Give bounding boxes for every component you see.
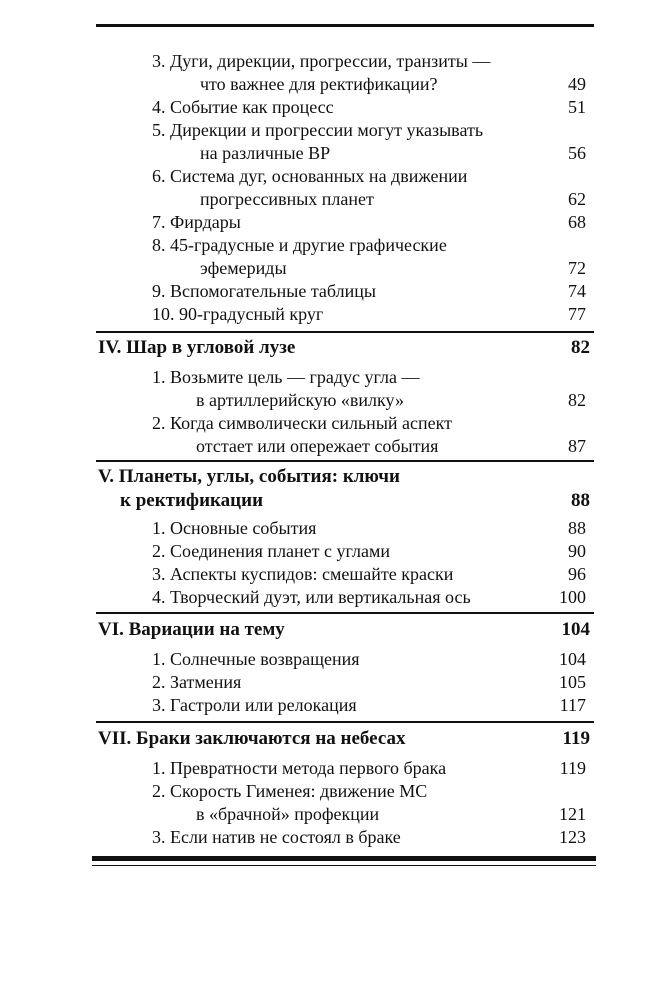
toc-entry-text: эфемериды xyxy=(200,258,287,278)
chapter-title: VI. Вариации на тему xyxy=(98,619,285,640)
toc-entry xyxy=(96,539,594,563)
toc-entry xyxy=(96,693,594,717)
toc-page-number: 77 xyxy=(568,304,586,324)
toc-page-number: 82 xyxy=(568,390,586,410)
toc-page-number: 105 xyxy=(559,672,586,692)
bottom-rule-thin xyxy=(92,865,596,866)
toc-entry xyxy=(96,279,594,303)
toc-entry xyxy=(96,233,594,257)
section-divider xyxy=(96,460,594,462)
section-divider xyxy=(96,721,594,723)
toc-entry xyxy=(96,72,594,96)
toc-page-number: 119 xyxy=(559,758,586,778)
chapter-title: к ректификации xyxy=(120,490,264,511)
toc-entry-text: 4. Событие как процесс xyxy=(152,97,334,117)
toc-page-number: 49 xyxy=(568,74,586,94)
toc-entry-text: 3. Аспекты куспидов: смешайте краски xyxy=(152,564,454,584)
toc-entry xyxy=(96,164,594,188)
toc-entry-text: 1. Превратности метода первого брака xyxy=(152,758,447,778)
toc-entry xyxy=(96,302,594,326)
bottom-rule xyxy=(92,856,596,861)
toc-entry xyxy=(96,516,594,540)
toc-page-number: 117 xyxy=(559,695,586,715)
toc-entry xyxy=(96,95,594,119)
toc-entry-text: на различные ВР xyxy=(200,143,331,163)
toc-entry xyxy=(96,434,594,458)
toc-entry-text: в «брачной» профекции xyxy=(196,804,380,824)
toc-entry-text: 3. Если натив не состоял в браке xyxy=(152,827,401,847)
chapter-heading xyxy=(96,489,594,513)
toc-page-number: 56 xyxy=(568,143,586,163)
toc-entry-text: 7. Фирдары xyxy=(152,212,241,232)
toc-entry-text: что важнее для ректификации? xyxy=(200,74,438,94)
toc-page-number: 123 xyxy=(559,827,586,847)
toc-entry-text: 5. Дирекции и прогрессии могут указывать xyxy=(152,120,484,140)
toc-entry xyxy=(96,670,594,694)
toc-entry-text: 4. Творческий дуэт, или вертикальная ось xyxy=(152,587,471,607)
toc-entry-text: 3. Дуги, дирекции, прогрессии, транзиты — xyxy=(152,51,491,71)
toc-entry-text: 2. Соединения планет с углами xyxy=(152,541,390,561)
toc-entry-text: 1. Основные события xyxy=(152,518,317,538)
toc-page-number: 104 xyxy=(559,649,586,669)
toc-entry-text: прогрессивных планет xyxy=(200,189,374,209)
toc-page-number: 62 xyxy=(568,189,586,209)
chapter-title: IV. Шар в угловой лузе xyxy=(98,337,296,358)
toc-entry xyxy=(96,825,594,849)
toc-entry xyxy=(96,411,594,435)
toc-entry-text: 2. Затмения xyxy=(152,672,242,692)
chapter-page-number: 88 xyxy=(571,490,590,511)
section-divider xyxy=(96,331,594,333)
section-divider xyxy=(96,612,594,614)
toc-entry xyxy=(96,49,594,73)
toc-entry-text: 2. Скорость Гименея: движение МС xyxy=(152,781,428,801)
toc-entry-text: 10. 90-градусный круг xyxy=(152,304,324,324)
toc-entry xyxy=(96,802,594,826)
top-rule xyxy=(96,24,594,27)
chapter-heading xyxy=(96,727,594,751)
toc-entry-text: 1. Солнечные возвращения xyxy=(152,649,360,669)
toc-entry xyxy=(96,365,594,389)
chapter-page-number: 119 xyxy=(562,728,590,749)
toc-entry-text: 2. Когда символически сильный аспект xyxy=(152,413,453,433)
toc-entry xyxy=(96,187,594,211)
toc-entry xyxy=(96,141,594,165)
toc-entry xyxy=(96,210,594,234)
toc-page-number: 72 xyxy=(568,258,586,278)
toc-entry-text: 1. Возьмите цель — градус угла — xyxy=(152,367,420,387)
chapter-heading xyxy=(96,465,594,489)
toc-entry-text: 6. Система дуг, основанных на движении xyxy=(152,166,468,186)
toc-entry-text: 8. 45-градусные и другие графические xyxy=(152,235,447,255)
chapter-heading xyxy=(96,336,594,360)
toc-entry-text: 9. Вспомогательные таблицы xyxy=(152,281,376,301)
chapter-title: V. Планеты, углы, события: ключи xyxy=(98,466,400,487)
toc-entry xyxy=(96,756,594,780)
toc-page-number: 87 xyxy=(568,436,586,456)
toc-entry xyxy=(96,779,594,803)
toc-entry xyxy=(96,118,594,142)
toc-page-number: 74 xyxy=(568,281,586,301)
toc-entry-text: в артиллерийскую «вилку» xyxy=(196,390,404,410)
toc-page-number: 88 xyxy=(568,518,586,538)
toc-page-number: 100 xyxy=(559,587,586,607)
toc-entry-text: 3. Гастроли или релокация xyxy=(152,695,357,715)
toc-page-number: 90 xyxy=(568,541,586,561)
chapter-heading xyxy=(96,618,594,642)
toc-page-number: 121 xyxy=(559,804,586,824)
toc-entry-text: отстает или опережает события xyxy=(196,436,439,456)
toc-entry xyxy=(96,562,594,586)
toc-page-number: 96 xyxy=(568,564,586,584)
toc-entry xyxy=(96,388,594,412)
toc-page-number: 51 xyxy=(568,97,586,117)
toc-entry xyxy=(96,256,594,280)
toc-entry xyxy=(96,585,594,609)
toc-page-number: 68 xyxy=(568,212,586,232)
toc-entry xyxy=(96,647,594,671)
chapter-page-number: 104 xyxy=(561,619,590,640)
chapter-page-number: 82 xyxy=(571,337,590,358)
chapter-title: VII. Браки заключаются на небесах xyxy=(98,728,406,749)
